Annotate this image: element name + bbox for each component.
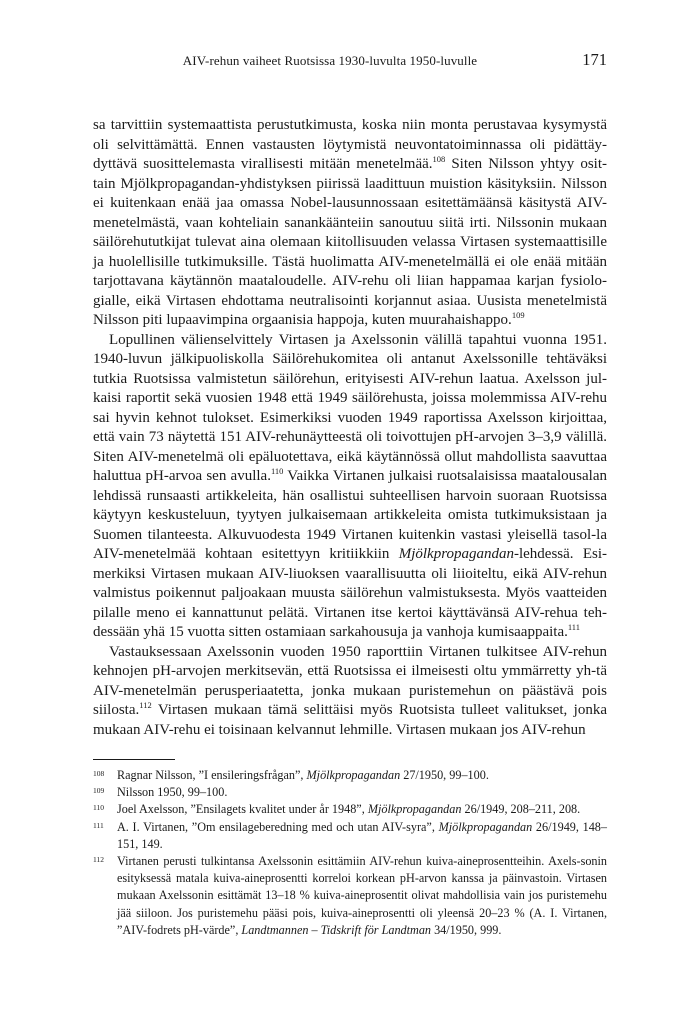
running-title: AIV-rehun vaiheet Ruotsissa 1930-luvulta 1950-luvulle	[182, 53, 478, 68]
footnote-text	[117, 767, 607, 784]
footnote-number: 108	[93, 769, 105, 778]
footnote-ref[interactable]: 112	[139, 700, 152, 710]
footnote-text-part: Joel Axelsson, ”Ensilagets kvalitet under år 1948”,	[117, 802, 368, 817]
footnote-number: 110	[93, 803, 104, 813]
paragraph-text: Siten Nilsson yhtyy osit-tain Mjölkpropagandan-yhdistyksen piirissä laadittuun muistion käsityksiin. Nilsson ei kuitenkaan enää jaa omassa Nobel-lausunnossaan esitettämäänsä käsitystä AIV-menetelmästä, vaan kohteliain sanankäänteiin sanoutuu siitä irti. Nilssonin mukaan säilörehututkijat tulevat aina olemaan kiitollisuuden velassa Virtasen systemaattisille ja huolellisille tutkimuksille. Tästä huolimatta AIV-menetelmällä ei ole enää mitään tarjottavana käytännön maataloudelle. AIV-rehu oli liian happamaa karjan fysiolo-gialle, eikä Virtasen ehdottama neutralisointi korjannut asiaa. Uusista menetelmistä Nilsson piti lupaavimpina orgaanisia happoja, kuten muurahaishappo.	[93, 156, 607, 328]
paragraph-3	[93, 643, 607, 741]
running-head	[93, 50, 607, 72]
footnote-text-part: Virtanen perusti tulkintansa Axelssonin esittämiin AIV-rehun kuiva-aineprosentteihin. Axels-sonin esityksessä matala kuiva-aineprosentti korreloi korkean pH-arvon kanssa ja päinvastoin. Virtasen mukaan Axelssonin esittämät 13–18 % kuiva-aineprosentit olivat mahdollisia vain jos puristemehu jää siiloon. Jos puristemehu pääsi pois, kuiva-aineprosentti oli yleensä 20–23 % (A. I. Virtanen, ”AIV-fodrets pH-värde”,	[117, 854, 607, 937]
footnote-108	[93, 767, 607, 784]
paragraph-1	[93, 116, 607, 331]
footnote-112	[93, 853, 607, 939]
body-text	[93, 116, 607, 740]
footnote-text	[117, 853, 607, 939]
journal-title: Mjölkpropagandan	[367, 802, 462, 817]
footnote-ref[interactable]: 109	[511, 310, 525, 320]
footnote-text-part: 27/1950, 99–100.	[400, 768, 489, 782]
paragraph-text: sa tarvittiin systemaattista perustutkimusta, koska niin monta perustavaa kysymystä oli selvittämättä. Ennen vastausten löytymistä neuvontatoiminnassa oli pidättäy-dyttävä suosittelemasta virallisesti mitään menetelmää.	[93, 117, 607, 172]
footnote-text-part: Ragnar Nilsson, ”I ensileringsfrågan”,	[117, 768, 307, 782]
footnote-text-part: A. I. Virtanen, ”Om ensilageberedning med och utan AIV-syra”,	[117, 819, 439, 834]
footnote-number: 109	[93, 786, 105, 796]
journal-title: Landtmannen – Tidskrift för Landtman	[241, 922, 432, 937]
paragraph-text: Lopullinen välienselvittely Virtasen ja Axelssonin välillä tapahtui vuonna 1951. 1940-luvun jälkipuoliskolla Säilörehukomitea oli antanut Axelssonille tehtäväksi tutkia Ruotsissa valmistetun säilörehun, erityisesti AIV-rehun laatua. Axelsson jul-kaisi raportit sekä vuosien 1948 että 1949 säilörehusta, joissa molemmissa AIV-rehu sai hyvin kehnot tulokset. Esimerkiksi vuoden 1949 raportissa Axelsson kirjoittaa, että vain 73 näytettä 151 AIV-rehunäytteestä oli toivottujen pH-arvojen 3–3,9 välillä. Siten AIV-menetelmä oli epäluotettava, eikä käytännössä ollut mahdollista saavuttaa haluttua pH-arvoa sen avulla.	[93, 331, 607, 484]
footnote-text	[117, 784, 607, 801]
footnotes	[93, 767, 607, 939]
journal-title: Mjölkpropagandan	[438, 819, 533, 834]
paragraph-text: Vastauksessaan Axelssonin vuoden 1950 raporttiin Virtanen tulkitsee AIV-rehun kehnojen pH-arvojen merkitsevän, että Ruotsissa ei ilmeisesti oltu ymmärretty yh-tä AIV-menetelmän perusperiaatetta, jonka mukaan puristemehun on päästävä pois siilosta.	[93, 643, 607, 718]
footnote-text	[117, 819, 607, 853]
footnote-text-part: 26/1949, 148–151, 149.	[117, 819, 607, 851]
footnote-109	[93, 784, 607, 801]
footnote-ref[interactable]: 111	[567, 622, 580, 632]
footnote-divider	[93, 759, 175, 760]
paragraph-text: -lehdessä. Esi-merkiksi Virtasen mukaan AIV-liuoksen vaarallisuutta oli liioiteltu, eikä AIV-rehun valmistus poikennut paljoakaan muusta säilörehun valmistuksesta. Myös vaatteiden pilalle meno ei kannattunut pelätä. Virtanen itse kertoi käyttävänsä AIV-rehua teh-dessään yhä 15 vuotta sitten ostamiaan sarkahousuja ja vanhoja kumisaappaita.	[93, 546, 607, 640]
footnote-ref[interactable]: 108	[432, 154, 446, 164]
journal-title: Mjölkpropagandan	[306, 768, 401, 782]
paragraph-text: Virtasen mukaan tämä selittäisi myös Ruotsista tulleet valitukset, jonka mukaan AIV-rehu ei toisinaan kelvannut lehmille. Virtasen mukaan jos AIV-rehun	[93, 702, 607, 738]
footnote-number: 112	[93, 855, 104, 865]
footnote-text	[117, 801, 607, 818]
footnote-text-part: 26/1949, 208–211, 208.	[461, 802, 581, 817]
footnote-text-part: 34/1950, 999.	[431, 922, 502, 937]
journal-title: Mjölkpropagandan	[398, 546, 514, 562]
footnote-ref[interactable]: 110	[270, 466, 284, 476]
footnote-111	[93, 819, 607, 853]
paragraph-text: Vaikka Virtanen julkaisi ruotsalaisissa maatalousalan lehdissä runsaasti artikkeleita, hän osallistui suhteellisen harvoin suoraan Ruotsissa käytyyn keskusteluun, tyytyen julkaisemaan artikkeleita omista tutkimuksistaan ja Suomen tilanteesta. Alkuvuodesta 1949 Virtanen kuitenkin vastasi yleisellä tasol-la AIV-menetelmää kohtaan esitettyyn kritiikkiin	[93, 468, 607, 562]
footnote-text-part: Nilsson 1950, 99–100.	[117, 785, 228, 800]
paragraph-2	[93, 331, 607, 643]
footnote-110	[93, 801, 607, 818]
footnote-number: 111	[93, 820, 104, 830]
page-number: 171	[582, 50, 607, 69]
